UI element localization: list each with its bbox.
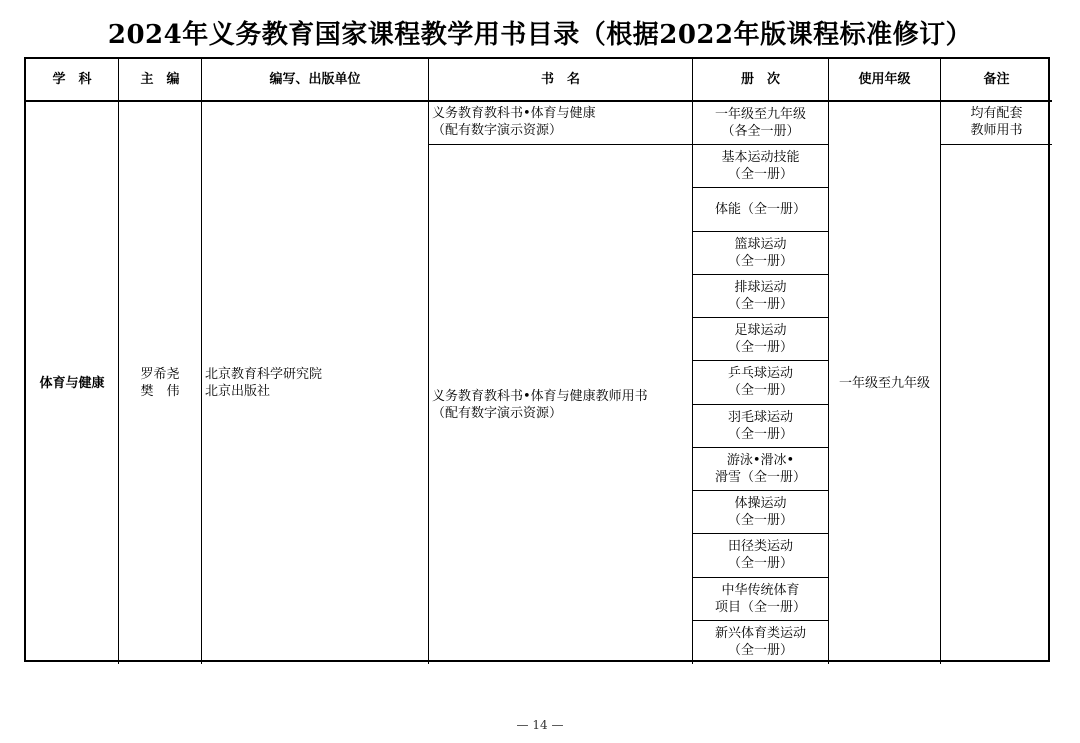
book-subtitle: （配有数字演示资源） xyxy=(432,405,563,421)
header-editor: 主 编 xyxy=(119,59,202,102)
volume-cell xyxy=(693,318,829,361)
volume-line: 体能（全一册） xyxy=(714,201,806,217)
volume-line: （全一册） xyxy=(727,513,793,529)
volume-line: 足球运动 xyxy=(734,323,787,339)
volume-line: 篮球运动 xyxy=(734,236,787,252)
subject-cell: 体育与健康 xyxy=(26,102,119,664)
publisher-name: 北京出版社 xyxy=(205,384,271,399)
volume-cell xyxy=(693,102,829,145)
header-note: 备注 xyxy=(941,59,1052,102)
volume-cell xyxy=(693,621,829,664)
volume-line: （全一册） xyxy=(727,253,793,269)
volume-line: 田径类运动 xyxy=(727,539,793,555)
volume-line: （全一册） xyxy=(727,383,793,399)
volume-line: （全一册） xyxy=(727,167,793,183)
volume-cell xyxy=(693,188,829,231)
volume-line: 滑雪（全一册） xyxy=(714,469,806,485)
editor-name: 樊 伟 xyxy=(140,384,180,399)
note-line: 均有配套 xyxy=(970,106,1023,121)
header-subject: 学 科 xyxy=(26,59,119,102)
volume-cell xyxy=(693,578,829,621)
editor-cell xyxy=(119,102,202,664)
volume-cell xyxy=(693,145,829,188)
volume-cell xyxy=(693,448,829,491)
note-line: 教师用书 xyxy=(970,123,1023,138)
volume-line: 一年级至九年级 xyxy=(714,107,806,122)
volume-line: 排球运动 xyxy=(734,279,787,295)
volume-cell xyxy=(693,232,829,275)
catalog-table xyxy=(24,57,1050,662)
note-cell xyxy=(941,102,1052,145)
book-cell-teacher xyxy=(429,145,693,664)
volume-line: （全一册） xyxy=(727,426,793,442)
book-subtitle: （配有数字演示资源） xyxy=(432,123,563,138)
volume-line: （全一册） xyxy=(727,340,793,356)
page-number: — 14 — xyxy=(516,718,564,732)
volume-line: （全一册） xyxy=(727,556,793,572)
volume-line: （各全一册） xyxy=(721,124,800,139)
volume-line: 乒乓球运动 xyxy=(727,366,793,382)
volume-cell xyxy=(693,491,829,534)
volume-cell xyxy=(693,361,829,404)
volume-line: 中华传统体育 xyxy=(721,582,800,598)
header-volume: 册 次 xyxy=(693,59,829,102)
editor-name: 罗希尧 xyxy=(140,367,180,382)
book-cell-student xyxy=(429,102,693,145)
volume-line: （全一册） xyxy=(727,296,793,312)
volume-cell xyxy=(693,534,829,577)
volume-line: 体操运动 xyxy=(734,496,787,512)
volume-line: 羽毛球运动 xyxy=(727,409,793,425)
header-book: 书 名 xyxy=(429,59,693,102)
volume-line: 游泳•滑冰• xyxy=(726,452,795,468)
header-grade: 使用年级 xyxy=(829,59,941,102)
publisher-cell xyxy=(202,102,429,664)
volume-cell xyxy=(693,275,829,318)
grade-cell: 一年级至九年级 xyxy=(829,102,941,664)
volume-line: 新兴体育类运动 xyxy=(714,626,806,642)
book-title: 义务教育教科书•体育与健康教师用书 xyxy=(432,388,648,404)
book-title: 义务教育教科书•体育与健康 xyxy=(432,106,596,121)
volume-line: （全一册） xyxy=(727,643,793,659)
header-publisher: 编写、出版单位 xyxy=(202,59,429,102)
note-cell-empty xyxy=(941,145,1052,664)
volume-line: 基本运动技能 xyxy=(721,150,800,166)
volume-line: 项目（全一册） xyxy=(714,599,806,615)
publisher-name: 北京教育科学研究院 xyxy=(205,367,323,382)
volume-cell xyxy=(693,405,829,448)
page-title: 2024年义务教育国家课程教学用书目录（根据2022年版课程标准修订） xyxy=(107,20,973,50)
